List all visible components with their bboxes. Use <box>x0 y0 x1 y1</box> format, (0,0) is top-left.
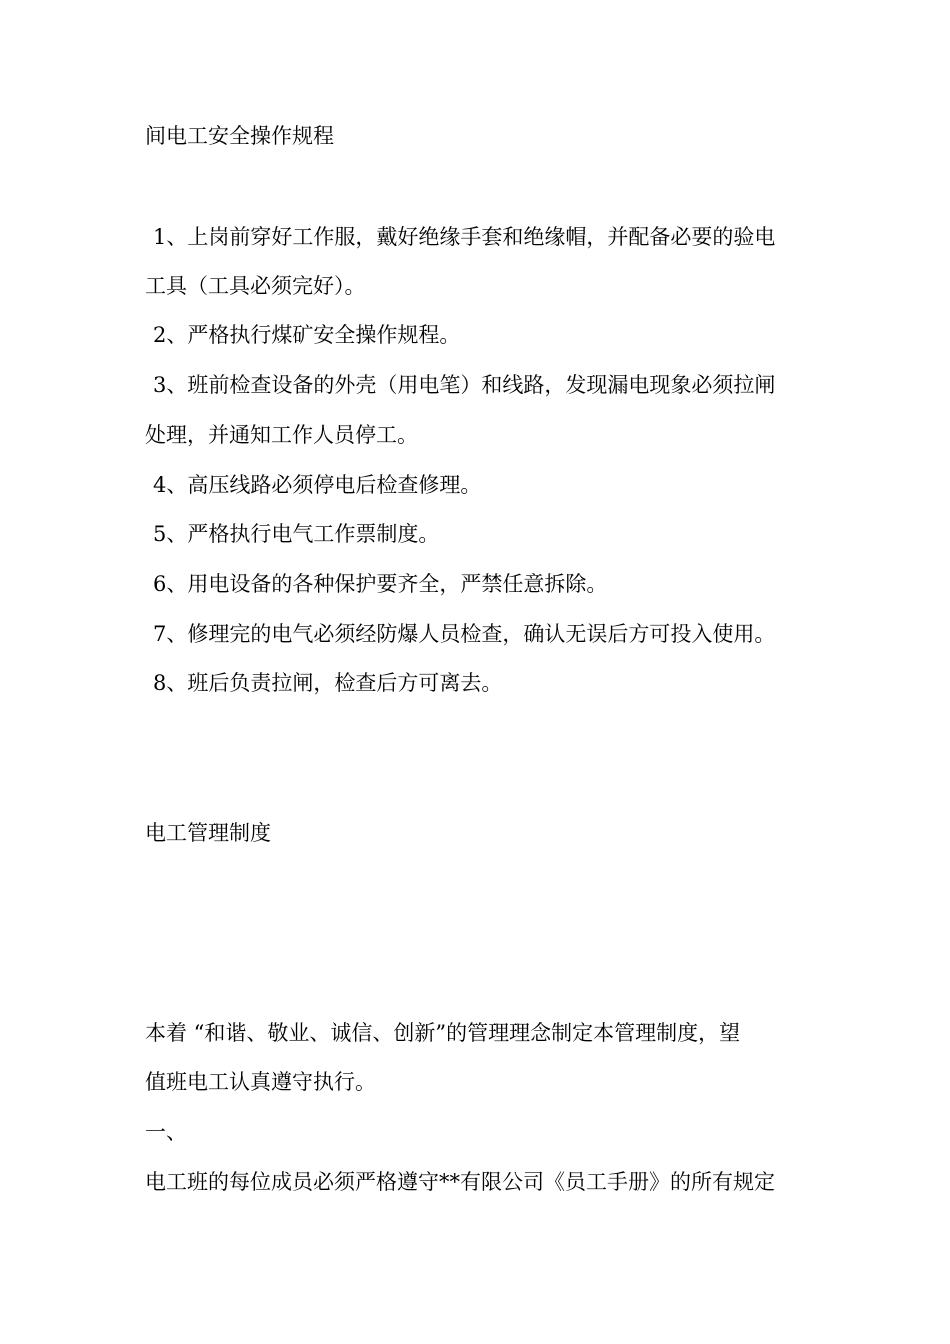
rule-item-5: 5、严格执行电气工作票制度。 <box>153 522 440 546</box>
rule-item-2: 2、严格执行煤矿安全操作规程。 <box>153 323 461 347</box>
intro-paragraph-line-1: 本着 “和谐、敬业、诚信、创新”的管理理念制定本管理制度，望 <box>145 1021 741 1045</box>
rule-paragraph-line-1: 电工班的每位成员必须严格遵守**有限公司《员工手册》的所有规定 <box>145 1170 775 1194</box>
rule-item-4: 4、高压线路必须停电后检查修理。 <box>153 473 482 497</box>
rule-item-3-continued: 处理，并通知工作人员停工。 <box>145 423 418 447</box>
rule-item-7: 7、修理完的电气必须经防爆人员检查，确认无误后方可投入使用。 <box>153 622 776 646</box>
rule-item-3: 3、班前检查设备的外壳（用电笔）和线路，发现漏电现象必须拉闸 <box>153 373 776 397</box>
intro-paragraph-line-2: 值班电工认真遵守执行。 <box>145 1070 376 1094</box>
rule-item-8: 8、班后负责拉闸，检查后方可离去。 <box>153 671 503 695</box>
section-title-management: 电工管理制度 <box>145 821 271 845</box>
rule-item-1: 1、上岗前穿好工作服，戴好绝缘手套和绝缘帽，并配备必要的验电 <box>153 225 776 249</box>
rule-item-6: 6、用电设备的各种保护要齐全，严禁任意拆除。 <box>153 572 608 596</box>
section-title-safety-rules: 间电工安全操作规程 <box>145 124 334 148</box>
heading-number-one: 一、 <box>145 1120 187 1144</box>
rule-item-1-continued: 工具（工具必须完好）。 <box>145 274 366 298</box>
